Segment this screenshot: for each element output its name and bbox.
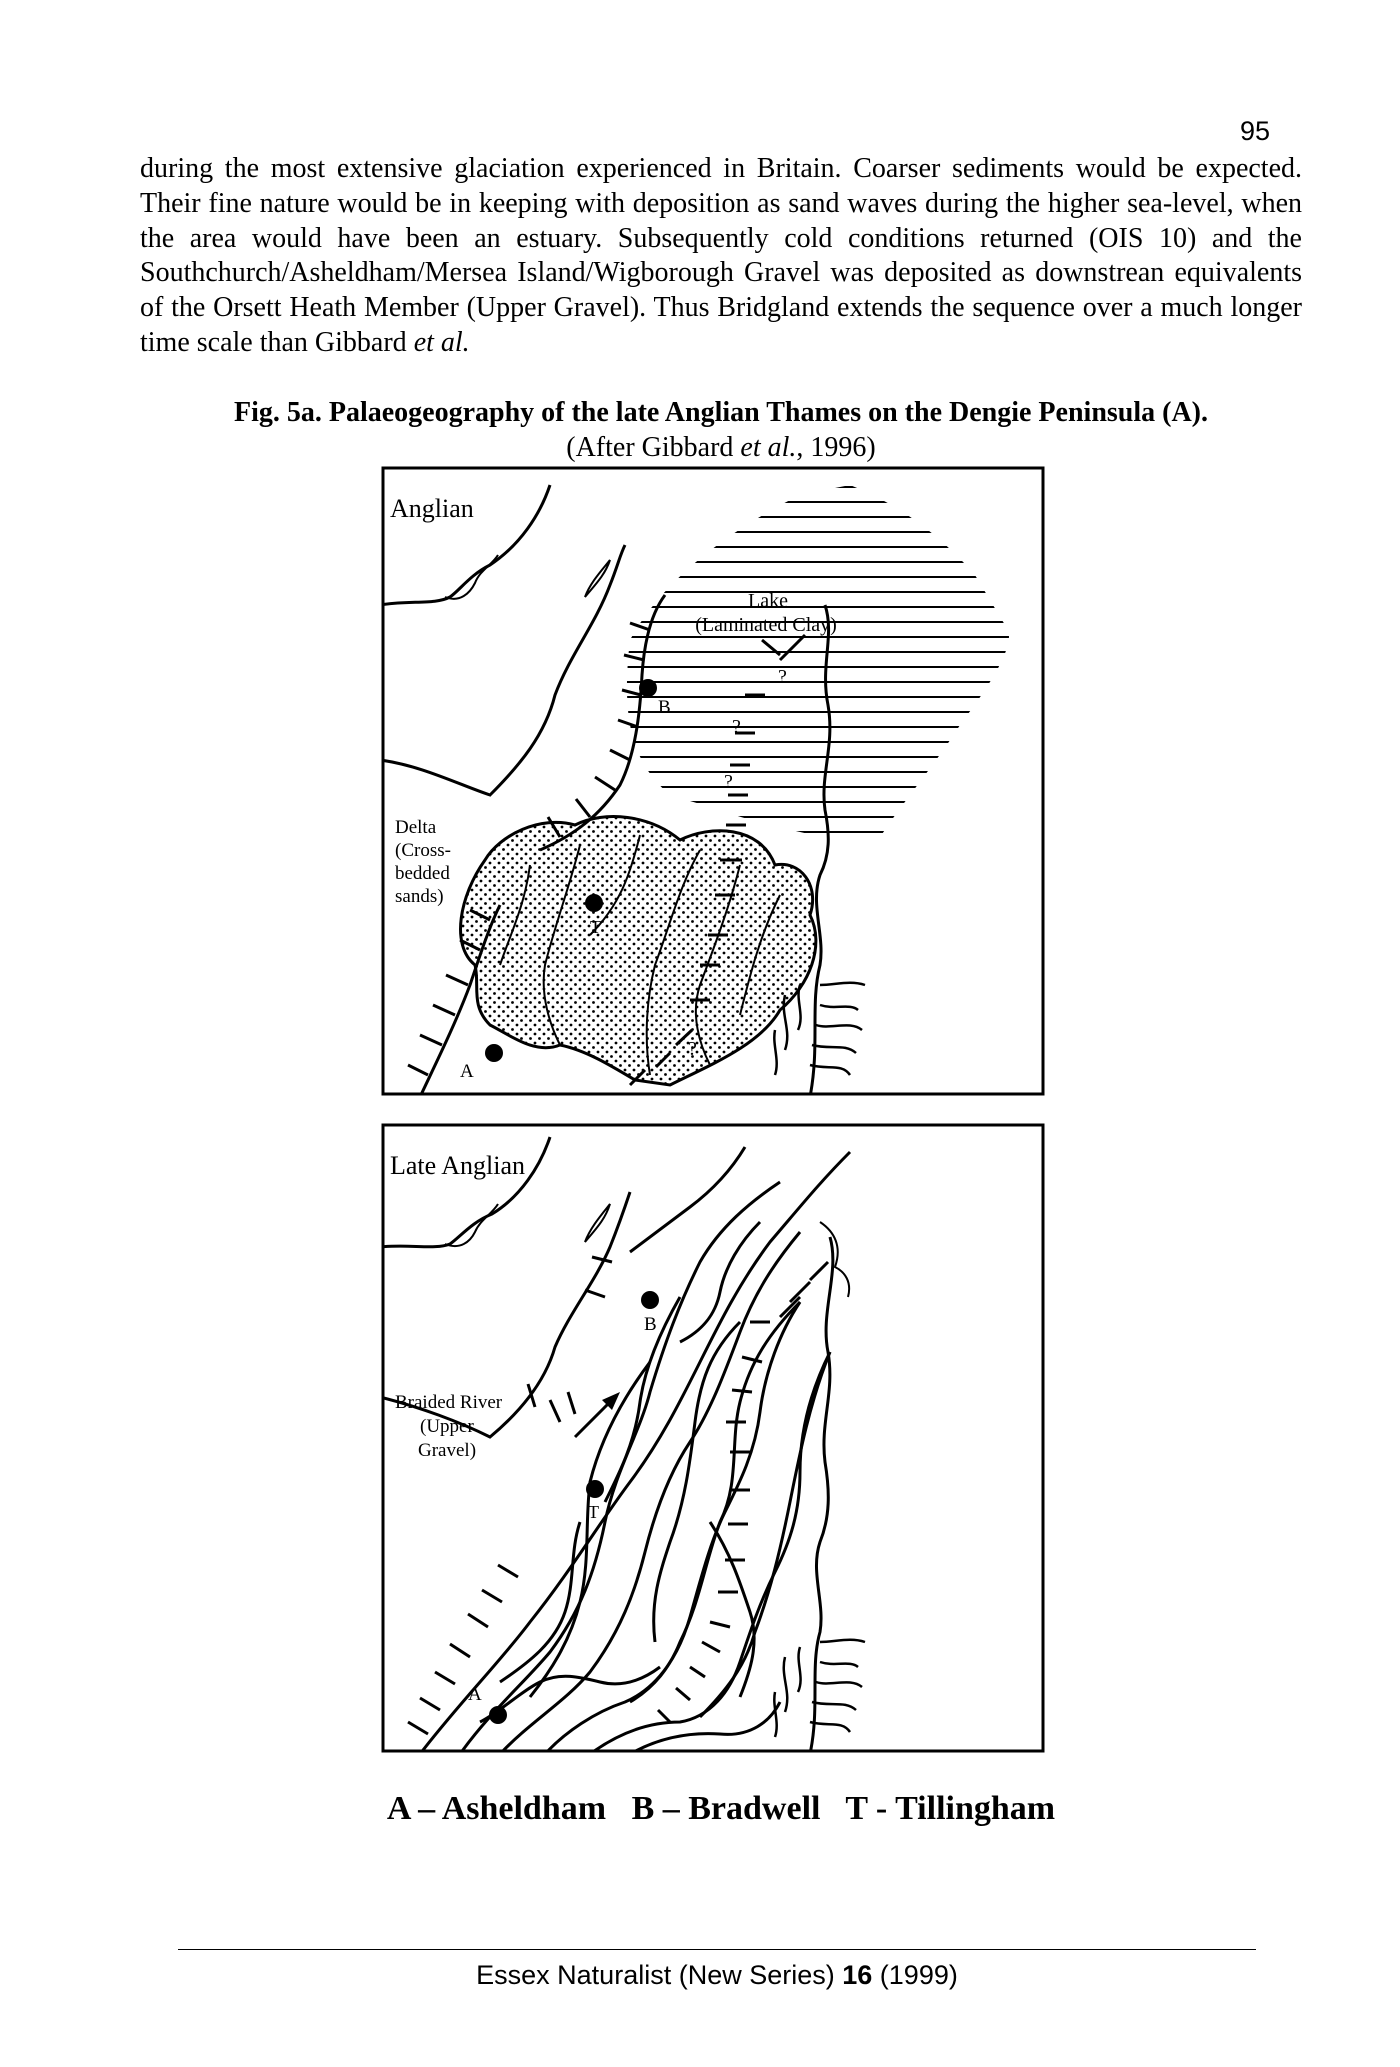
site-a-marker (485, 1044, 503, 1062)
lake-label: Lake (748, 590, 788, 612)
late-anglian-palaeogeography-map (380, 1122, 1046, 1754)
figure-key: A – Asheldham B – Bradwell T - Tillingham (386, 1790, 1056, 1827)
delta-label-line1: Delta (395, 817, 437, 838)
uncertain-mark: ? (724, 771, 733, 793)
uncertain-mark: ? (778, 666, 787, 688)
footer-volume: 16 (842, 1960, 873, 1990)
body-paragraph (140, 152, 1302, 361)
map-title-late-anglian: Late Anglian (390, 1151, 526, 1180)
footer-year: (1999) (872, 1960, 958, 1990)
site-a-marker (489, 1706, 507, 1724)
page-number: 95 (1240, 116, 1271, 146)
credit-italic: et al. (740, 432, 797, 463)
map-title-anglian: Anglian (390, 494, 474, 523)
footer (178, 1960, 1256, 1991)
footer-divider (178, 1949, 1256, 1950)
body-text-main: during the most extensive glaciation experienced in Britain. Coarser sediments would be expected. Their fine nature would be in keeping with deposition as sand waves during the higher sea-level, when the area would have been an estuary. Subsequently cold conditions returned (OIS 10) and the Southchurch/Asheldham/Mersea Island/Wigborough Gravel was deposited as downstrean equivalents of the Orsett Heath Member (Upper Gravel). Thus Bridgland extends the sequence over a much longer time scale than Gibbard (140, 153, 1302, 358)
delta-label-line4: sands) (395, 886, 444, 907)
site-a-label: A (468, 1684, 482, 1705)
site-b-label: B (644, 1314, 657, 1335)
site-t-marker (585, 894, 603, 912)
river-label-line1: Braided River (395, 1392, 503, 1413)
river-label-line2: (Upper (420, 1416, 474, 1437)
site-t-marker (586, 1480, 604, 1498)
site-t-label: T (588, 1502, 599, 1522)
uncertain-mark: ? (732, 716, 741, 738)
site-b-marker (639, 679, 657, 697)
river-label-line3: Gravel) (418, 1440, 477, 1461)
site-t-label: T (590, 917, 601, 937)
site-a-label: A (460, 1061, 474, 1082)
body-text-citation: et al. (413, 326, 470, 358)
uncertain-mark: ? (688, 1038, 697, 1060)
figure-credit (140, 432, 1302, 464)
figure-caption: Fig. 5a. Palaeogeography of the late Anglian Thames on the Dengie Peninsula (A). (233, 397, 1209, 428)
delta-label-line3: bedded (395, 863, 450, 884)
site-b-marker (641, 1291, 659, 1309)
credit-suffix: , 1996) (796, 432, 876, 463)
site-b-label: B (658, 697, 671, 718)
anglian-palaeogeography-map (380, 465, 1046, 1097)
lake-label-sub: (Laminated Clay) (695, 614, 837, 636)
footer-journal: Essex Naturalist (New Series) (476, 1960, 843, 1990)
delta-label-line2: (Cross- (395, 840, 451, 861)
credit-prefix: (After Gibbard (566, 432, 734, 463)
